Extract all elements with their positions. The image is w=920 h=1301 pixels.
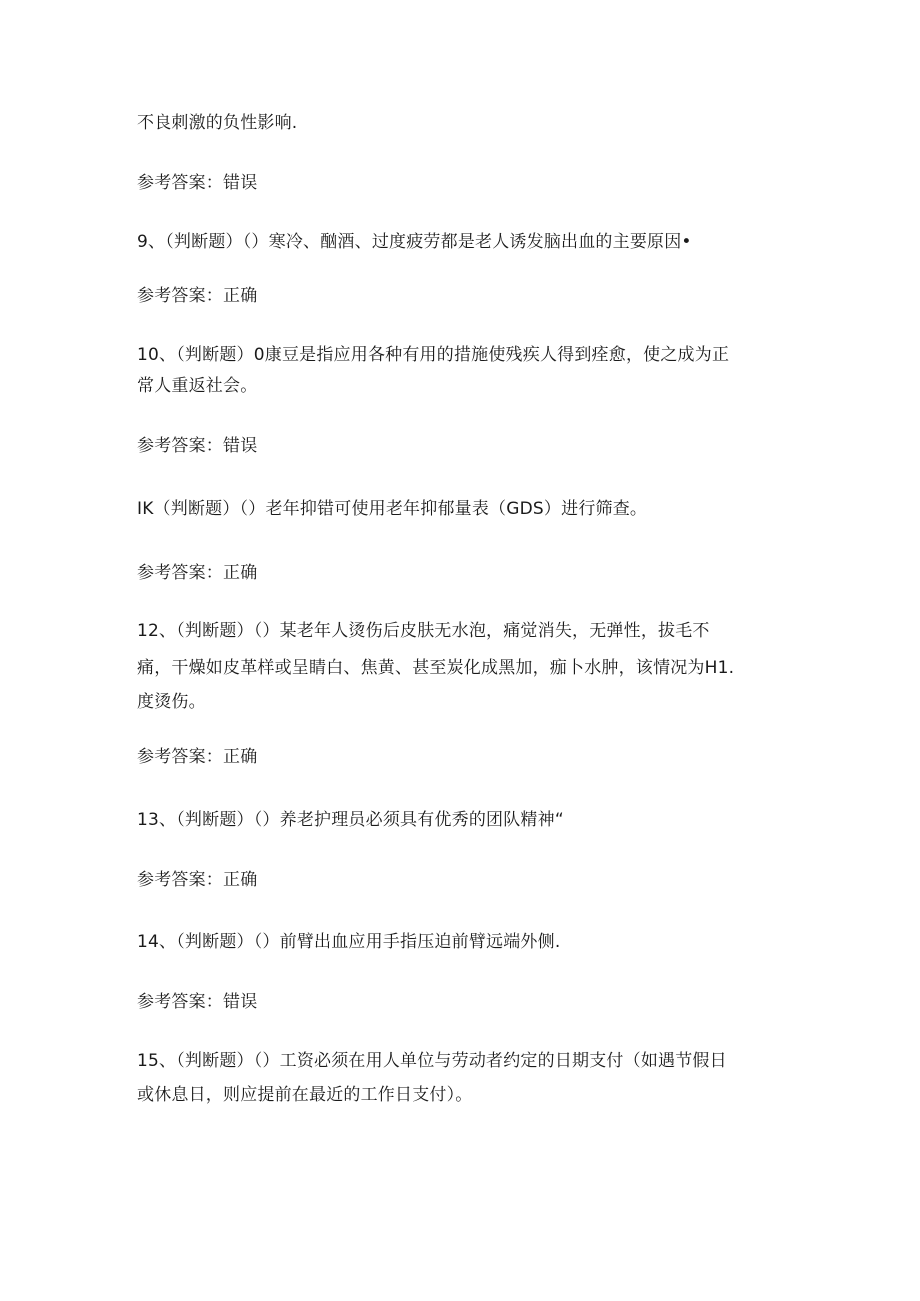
question-11: IK（判断题）（）老年抑错可使用老年抑郁量表（GDS）进行筛查。	[137, 499, 648, 519]
question-15-line-2: 或休息日，则应提前在最近的工作日支付）。	[137, 1085, 473, 1105]
answer-line-14: 参考答案：错误	[137, 992, 258, 1012]
question-10-line-1: 10、（判断题）0康豆是指应用各种有用的措施使残疾人得到痊愈，使之成为正	[137, 345, 730, 365]
question-13: 13、（判断题）（）养老护理员必须具有优秀的团队精神“	[137, 810, 564, 830]
answer-line-13: 参考答案：正确	[137, 870, 258, 890]
answer-line-12: 参考答案：正确	[137, 747, 258, 767]
answer-line-8: 参考答案：错误	[137, 173, 258, 193]
question-15-line-1: 15、（判断题）（）工资必须在用人单位与劳动者约定的日期支付（如遇节假日	[137, 1051, 727, 1071]
question-14: 14、（判断题）（）前臂出血应用手指压迫前臂远端外侧.	[137, 932, 561, 952]
question-12-line-2: 痛，干燥如皮革样或呈睛白、焦黄、甚至炭化成黑加，痂卜水肿，该情况为H1.	[137, 658, 735, 678]
question-12-line-1: 12、（判断题）（）某老年人烫伤后皮肤无水泡，痛觉消失，无弹性，拔毛不	[137, 621, 710, 641]
answer-line-9: 参考答案：正确	[137, 286, 258, 306]
question-12-line-3: 度烫伤。	[137, 692, 206, 712]
answer-line-11: 参考答案：正确	[137, 563, 258, 583]
text-line-continuation: 不良刺激的负性影响.	[137, 113, 298, 133]
question-10-line-2: 常人重返社会。	[137, 376, 258, 396]
answer-line-10: 参考答案：错误	[137, 436, 258, 456]
question-9: 9、（判断题）（）寒冷、酗酒、过度疲劳都是老人诱发脑出血的主要原因•	[137, 232, 692, 252]
